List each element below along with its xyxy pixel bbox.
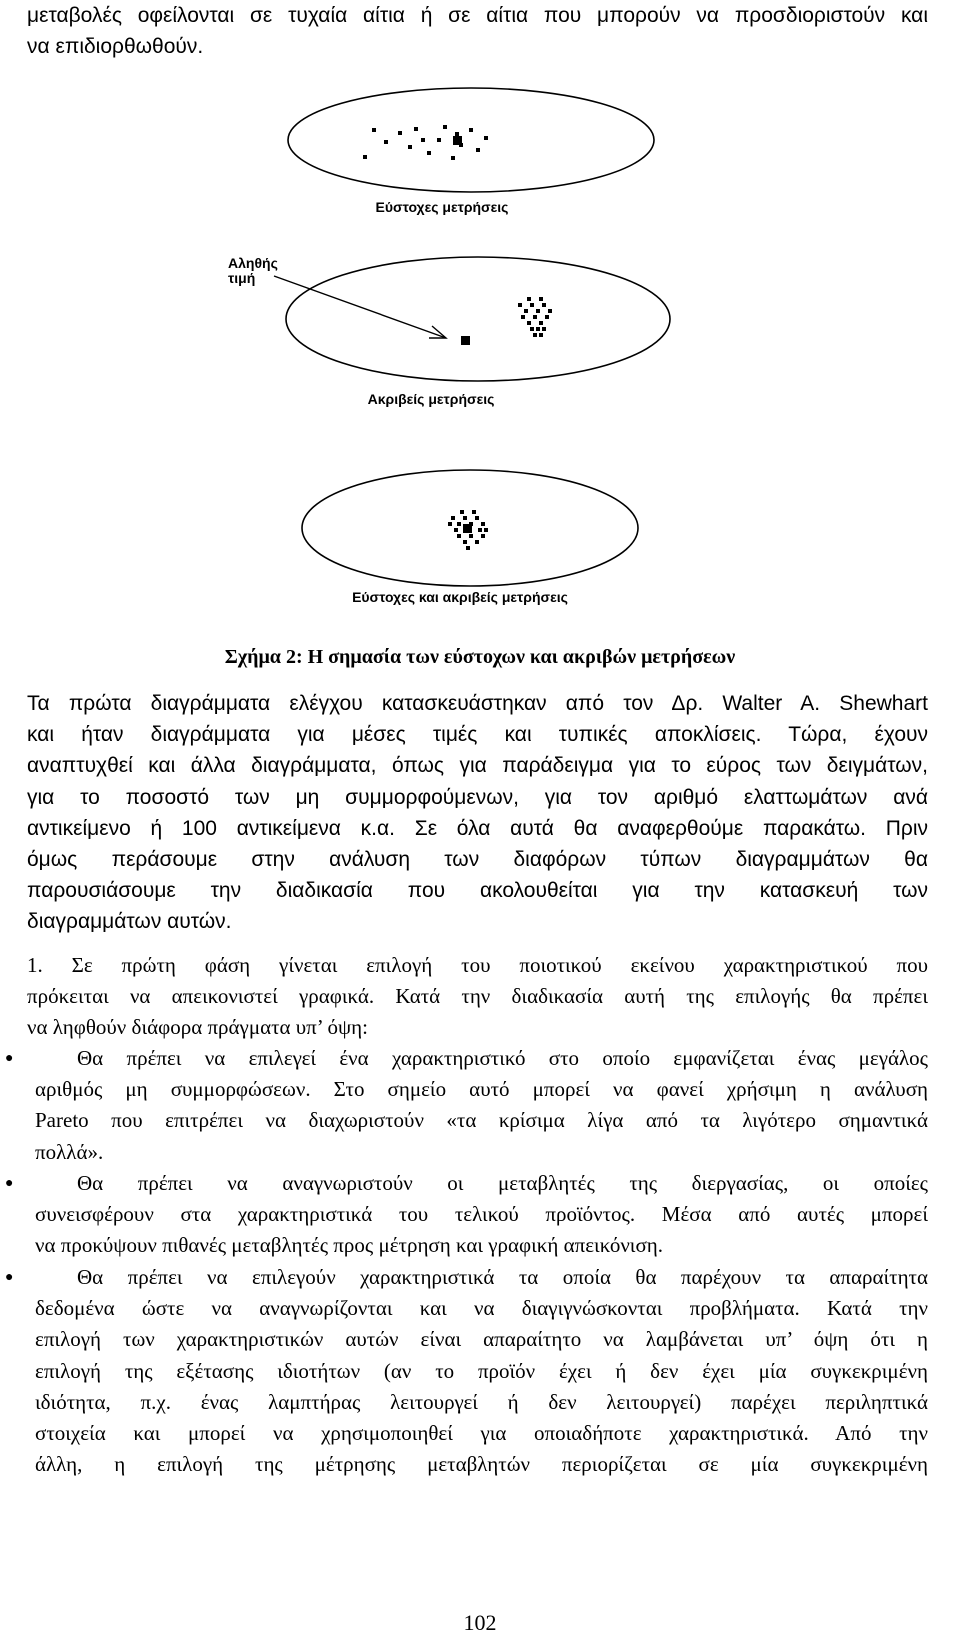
label-both: Εύστοχες και ακριβείς μετρήσεις xyxy=(352,589,568,605)
precise-true-value-marker xyxy=(461,336,470,345)
text-line: μεταβολές οφείλονται σε τυχαία αίτια ή σε αίτια που μπορούν να προσδιοριστούν και xyxy=(27,4,928,27)
text-line: συνεισφέρουν στα χαρακτηριστικά του τελικού προϊόντος. Μέσα από αυτές μπορεί xyxy=(35,1202,928,1227)
text-line: Θα πρέπει να επιλεγεί ένα χαρακτηριστικό στο οποίο εμφανίζεται ένας μεγάλος xyxy=(77,1046,928,1070)
text-line: δεδομένα ώστε να αναγνωρίζονται και να διαγιγνώσκονται προβλήματα. Κατά την xyxy=(35,1296,928,1321)
text-line: αντικείμενο ή 100 αντικείμενα κ.α. Σε όλα αυτά θα αναφερθούμε παρακάτω. Πριν xyxy=(27,816,928,840)
text-line: Τα πρώτα διαγράμματα ελέγχου κατασκευάστηκαν από τον Δρ. Walter A. Shewhart xyxy=(27,692,928,715)
text-line: στοιχεία και μπορεί να χρησιμοποιηθεί για οποιαδήποτε χαρακτηριστικά. Από την xyxy=(35,1421,928,1446)
precise-ellipse xyxy=(286,257,670,381)
measurement-figure xyxy=(0,0,960,620)
text-line: Θα πρέπει να αναγνωριστούν οι μεταβλητές της διεργασίας, οι οποίες xyxy=(77,1171,928,1195)
precise-dots xyxy=(518,297,552,337)
accurate-true-value-marker xyxy=(453,136,462,145)
label-true-value-2: τιμή xyxy=(228,270,256,286)
paragraph-shewhart xyxy=(27,688,928,938)
text-line: παρουσιάσουμε την διαδικασία που ακολουθείται για την κατασκευή των xyxy=(27,879,928,903)
figure-caption: Σχήμα 2: Η σημασία των εύστοχων και ακριβών μετρήσεων xyxy=(224,646,736,668)
text-line: να ληφθούν διάφορα πράγματα υπ’ όψη: xyxy=(27,1015,368,1040)
bullet-text xyxy=(35,1262,928,1480)
bullet-text xyxy=(35,1168,928,1262)
bullet-icon: ● xyxy=(5,1270,14,1285)
text-line: άλλη, η επιλογή της μέτρησης μεταβλητών περιορίζεται σε μία συγκεκριμένη xyxy=(35,1452,928,1477)
accurate-dots xyxy=(363,125,488,160)
text-line: πολλά». xyxy=(35,1139,104,1164)
text-line: όμως περάσουμε στην ανάλυση των διαφόρων τύπων διαγραμμάτων θα xyxy=(27,848,928,872)
text-line: 1. Σε πρώτη φάση γίνεται επιλογή του ποιοτικού εκείνου χαρακτηριστικού που xyxy=(27,953,928,977)
accurate-precise-true-value-marker xyxy=(463,524,472,533)
bullet-text xyxy=(35,1043,928,1168)
text-line: Pareto που επιτρέπει να διαχωριστούν «τα κρίσιμα λίγα από τα λιγότερο σημαντικά xyxy=(35,1108,928,1133)
text-line: να προκύψουν πιθανές μεταβλητές προς μέτρηση και γραφική απεικόνιση. xyxy=(35,1233,664,1258)
text-line: επιλογή των χαρακτηριστικών αυτών είναι απαραίτητο να λαμβάνεται υπ’ όψη ότι η xyxy=(35,1327,928,1352)
true-value-arrow xyxy=(274,276,446,338)
bullet-icon: ● xyxy=(5,1051,14,1066)
text-line: Θα πρέπει να επιλεγούν χαρακτηριστικά τα οποία θα παρέχουν τα απαραίτητα xyxy=(77,1265,928,1289)
text-line: διαγραμμάτων αυτών. xyxy=(27,910,232,934)
label-true-value: Αληθής xyxy=(228,255,278,271)
label-accurate: Εύστοχες μετρήσεις xyxy=(375,199,509,215)
text-line: να επιδιορθωθούν. xyxy=(27,35,204,59)
text-line: για το ποσοστό των μη συμμορφούμενων, για τον αριθμό ελαττωμάτων ανά xyxy=(27,785,928,809)
paragraph-step-1 xyxy=(27,950,928,1044)
true-value-arrow-head xyxy=(429,326,446,338)
label-precise: Ακριβείς μετρήσεις xyxy=(367,391,495,407)
text-line: και ήταν διαγράμματα για μέσες τιμές και τυπικές αποκλίσεις. Τώρα, έχουν xyxy=(27,723,928,747)
text-line: αριθμός μη συμμορφώσεων. Στο σημείο αυτό μπορεί να φανεί χρήσιμη η ανάλυση xyxy=(35,1077,928,1102)
text-line: ιδιότητα, π.χ. ένας λαμπτήρας λειτουργεί ή δεν λειτουργεί) παρέχει περιληπτικά xyxy=(35,1389,928,1414)
page-number: 102 xyxy=(463,1610,497,1635)
text-line: επιλογή της εξέτασης ιδιοτήτων (αν το προϊόν έχει ή δεν έχει μία συγκεκριμένη xyxy=(35,1358,928,1383)
accurate-ellipse xyxy=(288,88,654,192)
text-line: αναπτυχθεί και άλλα διαγράμματα, όπως για παράδειγμα για το εύρος των δειγμάτων, xyxy=(27,754,928,778)
bullet-icon: ● xyxy=(5,1176,14,1191)
text-line: πρόκειται να απεικονιστεί γραφικά. Κατά την διαδικασία αυτή της επιλογής θα πρέπει xyxy=(27,984,928,1009)
